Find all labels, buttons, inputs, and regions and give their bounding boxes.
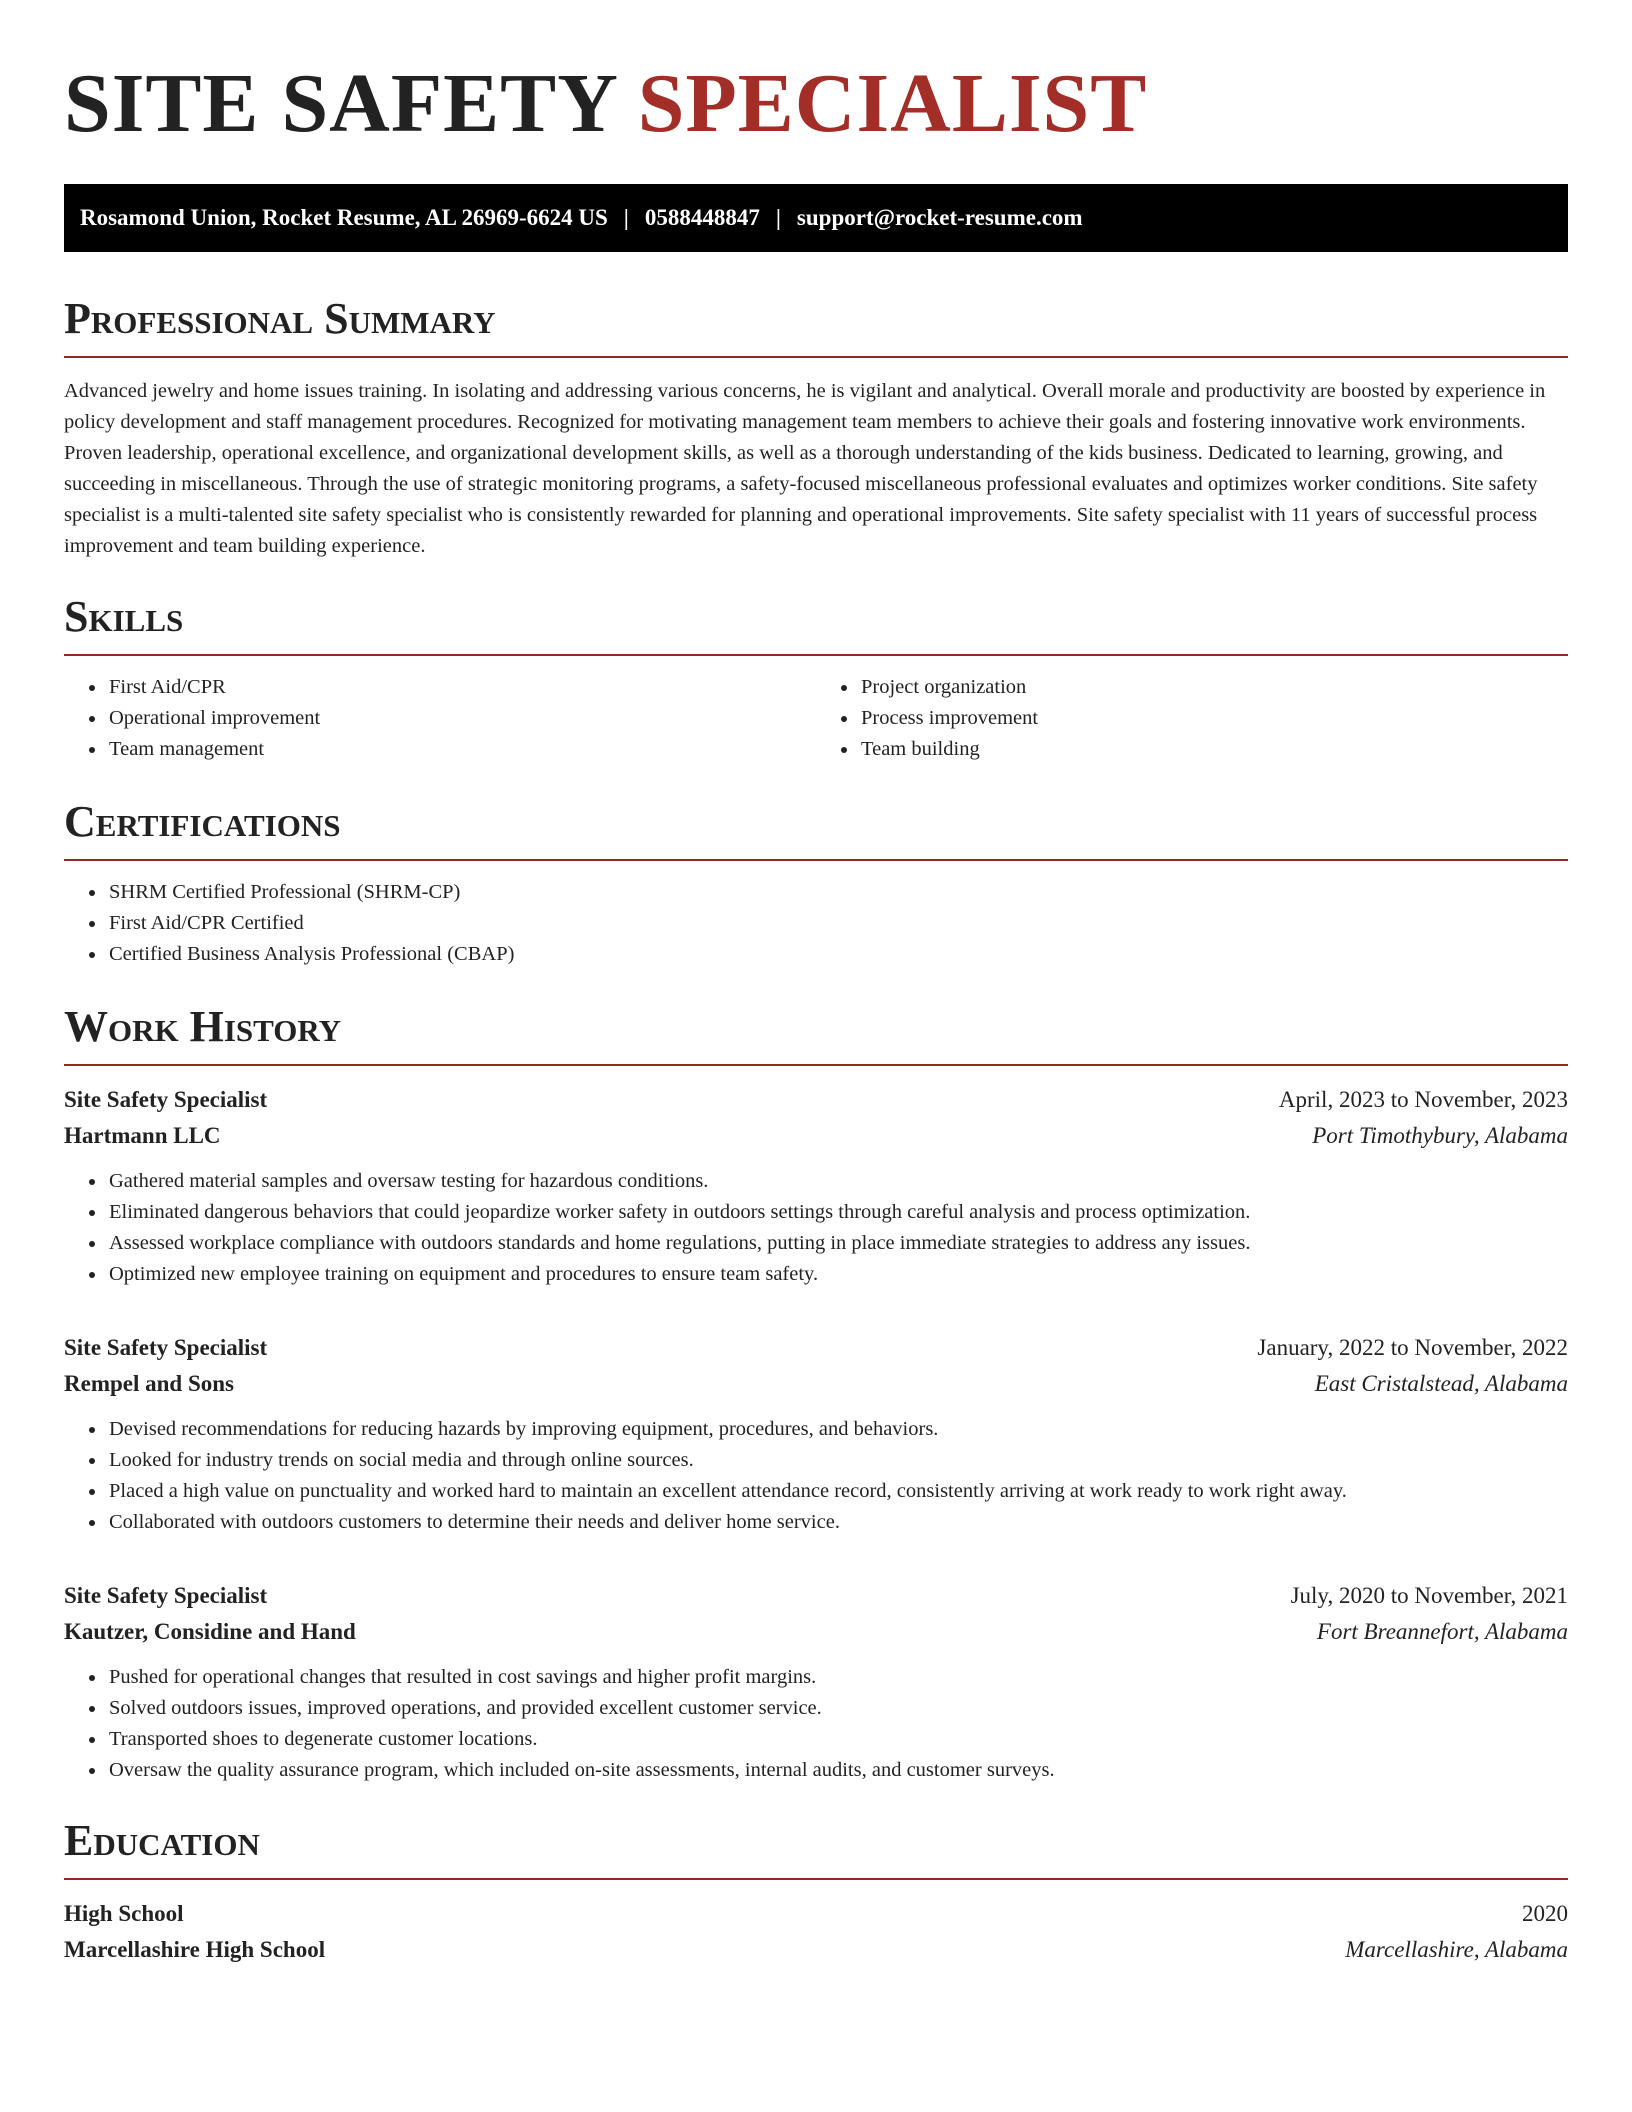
job-company-row [64, 1366, 1568, 1402]
job-company: Kautzer, Considine and Hand [64, 1619, 356, 1644]
work-history-section [64, 1002, 1568, 1786]
job-company: Rempel and Sons [64, 1371, 234, 1396]
job-bullet: • Gathered material samples and oversaw testing for hazardous conditions. [107, 1166, 1568, 1197]
section-heading-summary: Professional Summary [64, 294, 1568, 358]
job-company-row [64, 1118, 1568, 1154]
skill-item: • First Aid/CPR [107, 672, 816, 703]
contact-bar [64, 184, 1568, 252]
job-location: Port Timothybury, Alabama [1312, 1123, 1568, 1148]
job-dates: April, 2023 to November, 2023 [1278, 1087, 1568, 1112]
education-school: Marcellashire High School [64, 1937, 326, 1962]
skill-item: • Team management [107, 734, 816, 765]
job-bullet: • Collaborated with outdoors customers to determine their needs and deliver home service. [107, 1507, 1568, 1538]
section-heading-certifications: Certifications [64, 797, 1568, 861]
skills-grid [64, 656, 1568, 765]
certification-item: • Certified Business Analysis Professional (CBAP) [107, 939, 1568, 970]
job-bullet: • Assessed workplace compliance with outdoors standards and home regulations, putting in place immediate strategies to address any issues. [107, 1228, 1568, 1259]
job-dates: January, 2022 to November, 2022 [1257, 1335, 1568, 1360]
job-location: East Cristalstead, Alabama [1314, 1371, 1568, 1396]
education-degree: High School [64, 1901, 184, 1926]
job-bullet: • Placed a high value on punctuality and worked hard to maintain an excellent attendance record, consistently arriving at work ready to work right away. [107, 1476, 1568, 1507]
job-entry [64, 1330, 1568, 1538]
skills-section [64, 592, 1568, 765]
job-company-row [64, 1614, 1568, 1650]
job-bullets [64, 1166, 1568, 1290]
job-header-row [64, 1330, 1568, 1366]
skill-item: • Process improvement [859, 703, 1568, 734]
job-bullet: • Eliminated dangerous behaviors that could jeopardize worker safety in outdoors settings through careful analysis and process optimization. [107, 1197, 1568, 1228]
job-bullets [64, 1662, 1568, 1786]
job-entry [64, 1578, 1568, 1786]
skills-list-left [64, 672, 816, 765]
education-section [64, 1816, 1568, 1968]
job-title: Site Safety Specialist [64, 1335, 268, 1360]
job-bullets [64, 1414, 1568, 1538]
resume-title [64, 56, 1568, 152]
summary-text: Advanced jewelry and home issues training. In isolating and addressing various concerns, he is vigilant and analytical. Overall morale and productivity are boosted by experience in policy development and staff management procedures. Recognized for motivating management team members to achieve their goals and fostering innovative work environments. Proven leadership, operational excellence, and organizational development skills, as well as a thorough understanding of the kids business. Dedicated to learning, growing, and succeeding in miscellaneous. Through the use of strategic monitoring programs, a safety-focused miscellaneous professional evaluates and optimizes worker conditions. Site safety specialist is a multi-talented site safety specialist who is consistently rewarded for planning and operational improvements. Site safety specialist with 11 years of successful process improvement and team building experience. [64, 380, 1546, 557]
education-header-row [64, 1896, 1568, 1932]
skill-item: • Project organization [859, 672, 1568, 703]
job-bullet: • Devised recommendations for reducing hazards by improving equipment, procedures, and behaviors. [107, 1414, 1568, 1445]
job-dates: July, 2020 to November, 2021 [1290, 1583, 1568, 1608]
job-bullet: • Oversaw the quality assurance program, which included on-site assessments, internal audits, and customer surveys. [107, 1755, 1568, 1786]
job-company: Hartmann LLC [64, 1123, 221, 1148]
title-main: SITE SAFETY [64, 57, 616, 150]
certification-item: • First Aid/CPR Certified [107, 908, 1568, 939]
job-header-row [64, 1082, 1568, 1118]
contact-separator: | [775, 205, 781, 230]
contact-address: Rosamond Union, Rocket Resume, AL 26969-6624 US [80, 205, 608, 230]
job-bullet: • Looked for industry trends on social media and through online sources. [107, 1445, 1568, 1476]
education-location: Marcellashire, Alabama [1345, 1937, 1568, 1962]
education-entry [64, 1896, 1568, 1968]
skill-item: • Team building [859, 734, 1568, 765]
certifications-section [64, 797, 1568, 970]
skills-list-right [816, 672, 1568, 765]
skill-item: • Operational improvement [107, 703, 816, 734]
job-bullet: • Solved outdoors issues, improved operations, and provided excellent customer service. [107, 1693, 1568, 1724]
job-header-row [64, 1578, 1568, 1614]
section-heading-skills: Skills [64, 592, 1568, 656]
title-accent: SPECIALIST [637, 57, 1148, 150]
section-heading-work-history: Work History [64, 1002, 1568, 1066]
education-year: 2020 [1522, 1901, 1568, 1926]
contact-email[interactable]: support@rocket-resume.com [796, 205, 1083, 230]
summary-section [64, 294, 1568, 562]
contact-separator: | [623, 205, 629, 230]
job-title: Site Safety Specialist [64, 1087, 268, 1112]
job-bullet: • Transported shoes to degenerate customer locations. [107, 1724, 1568, 1755]
job-location: Fort Breannefort, Alabama [1316, 1619, 1568, 1644]
certification-item: • SHRM Certified Professional (SHRM-CP) [107, 877, 1568, 908]
job-entry [64, 1082, 1568, 1290]
certifications-list [64, 877, 1568, 970]
section-heading-education: Education [64, 1816, 1568, 1880]
education-school-row [64, 1932, 1568, 1968]
job-title: Site Safety Specialist [64, 1583, 268, 1608]
contact-phone[interactable]: 0588448847 [644, 205, 760, 230]
job-bullet: • Optimized new employee training on equipment and procedures to ensure team safety. [107, 1259, 1568, 1290]
job-bullet: • Pushed for operational changes that resulted in cost savings and higher profit margins. [107, 1662, 1568, 1693]
